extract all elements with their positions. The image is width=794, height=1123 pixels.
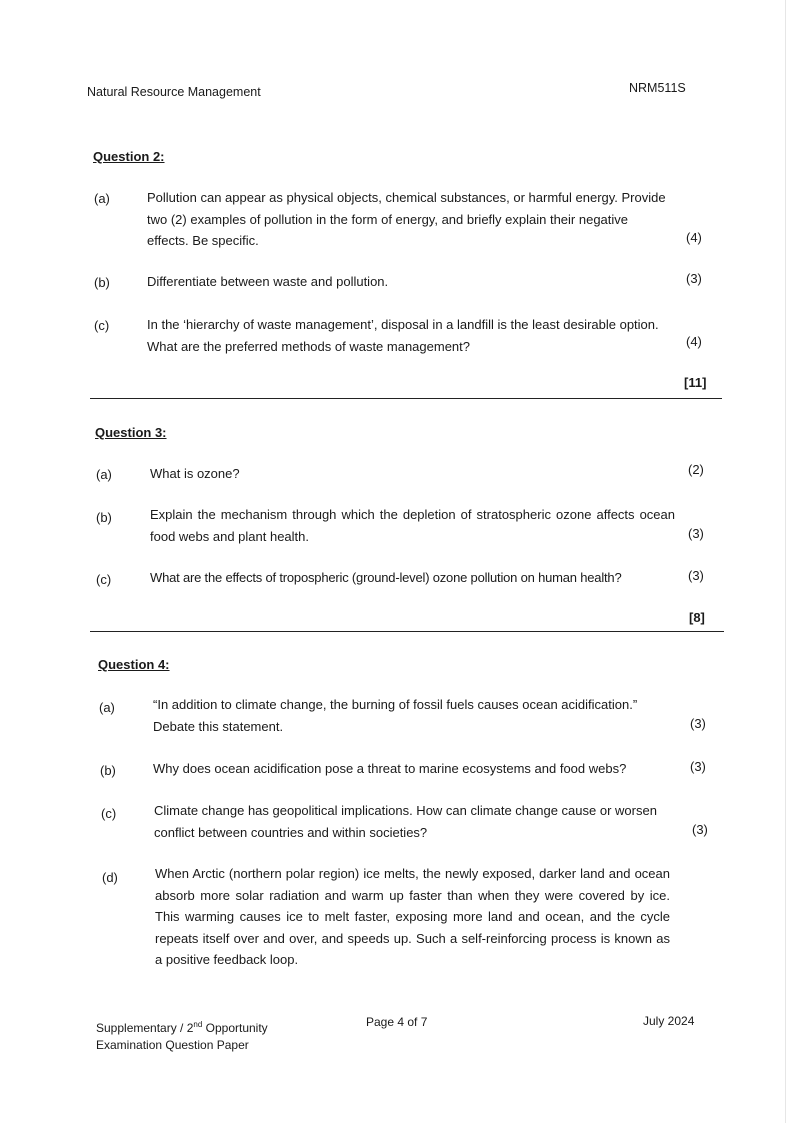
q4b-label: (b) [100, 763, 116, 778]
q4c-marks: (3) [692, 822, 708, 837]
footer-exam-type [96, 1016, 268, 1054]
q3b-text: Explain the mechanism through which the depletion of stratospheric ozone affects ocean food webs and plant health. [150, 507, 675, 544]
q2-total: [11] [684, 375, 707, 390]
footer-date: July 2024 [643, 1014, 695, 1028]
page-number: Page 4 of 7 [366, 1015, 428, 1029]
question-3-heading: Question 3: [95, 425, 167, 440]
page-edge-shadow [785, 0, 786, 1123]
q4c-label: (c) [101, 806, 117, 821]
q2c-text: In the ‘hierarchy of waste management’, disposal in a landfill is the least desirable option. What are the preferred methods of waste management? [147, 317, 659, 354]
q3c-text: What are the effects of tropospheric (ground-level) ozone pollution on human health? [150, 570, 622, 585]
q2b-label: (b) [94, 275, 110, 290]
q3b-label: (b) [96, 510, 112, 525]
q3b-marks: (3) [688, 526, 704, 541]
q3a-label: (a) [96, 467, 112, 482]
q3a-marks: (2) [688, 462, 704, 477]
footer-line2: Examination Question Paper [96, 1038, 249, 1052]
q4c-text: Climate change has geopolitical implications. How can climate change cause or worsen conflict between countries and within societies? [154, 803, 657, 840]
q2c-marks: (4) [686, 334, 702, 349]
q3c-marks: (3) [688, 568, 704, 583]
q4b-marks: (3) [690, 759, 706, 774]
q2b-marks: (3) [686, 271, 702, 286]
q4a-label: (a) [99, 700, 115, 715]
q4d-text: When Arctic (northern polar region) ice melts, the newly exposed, darker land and ocean absorb more solar radiation and warm up faster than when they were covered by ice. This warming causes ice to melt faster, exposing more land and ocean, and the cycle repeats itself over and over, and speeds up. Such a self-reinforcing process is known as a positive feedback loop. [155, 866, 670, 967]
q3-total: [8] [689, 610, 705, 625]
q3-divider [90, 631, 724, 632]
q2a-label: (a) [94, 191, 110, 206]
footer-line1-sup: nd [193, 1020, 203, 1029]
course-code: NRM511S [629, 81, 686, 95]
footer-line1-suffix: Opportunity [202, 1021, 268, 1035]
q2a-marks: (4) [686, 230, 702, 245]
q4a-marks: (3) [690, 716, 706, 731]
q3c-label: (c) [96, 572, 112, 587]
q2c-label: (c) [94, 318, 110, 333]
q4a-text: “In addition to climate change, the burning of fossil fuels causes ocean acidification.” Debate this statement. [153, 697, 638, 734]
question-2-heading: Question 2: [93, 149, 165, 164]
q2b-text: Differentiate between waste and pollution. [147, 274, 389, 289]
footer-line1-prefix: Supplementary / 2 [96, 1021, 194, 1035]
q2-divider [90, 398, 722, 399]
question-4-heading: Question 4: [98, 657, 170, 672]
q4d-label: (d) [102, 870, 118, 885]
q2a-text: Pollution can appear as physical objects, chemical substances, or harmful energy. Provide two (2) examples of pollution in the form of energy, and briefly explain their negative effects. Be specific. [147, 190, 666, 248]
course-title: Natural Resource Management [87, 85, 261, 99]
q4b-text: Why does ocean acidification pose a threat to marine ecosystems and food webs? [153, 761, 627, 776]
q3a-text: What is ozone? [150, 466, 240, 481]
